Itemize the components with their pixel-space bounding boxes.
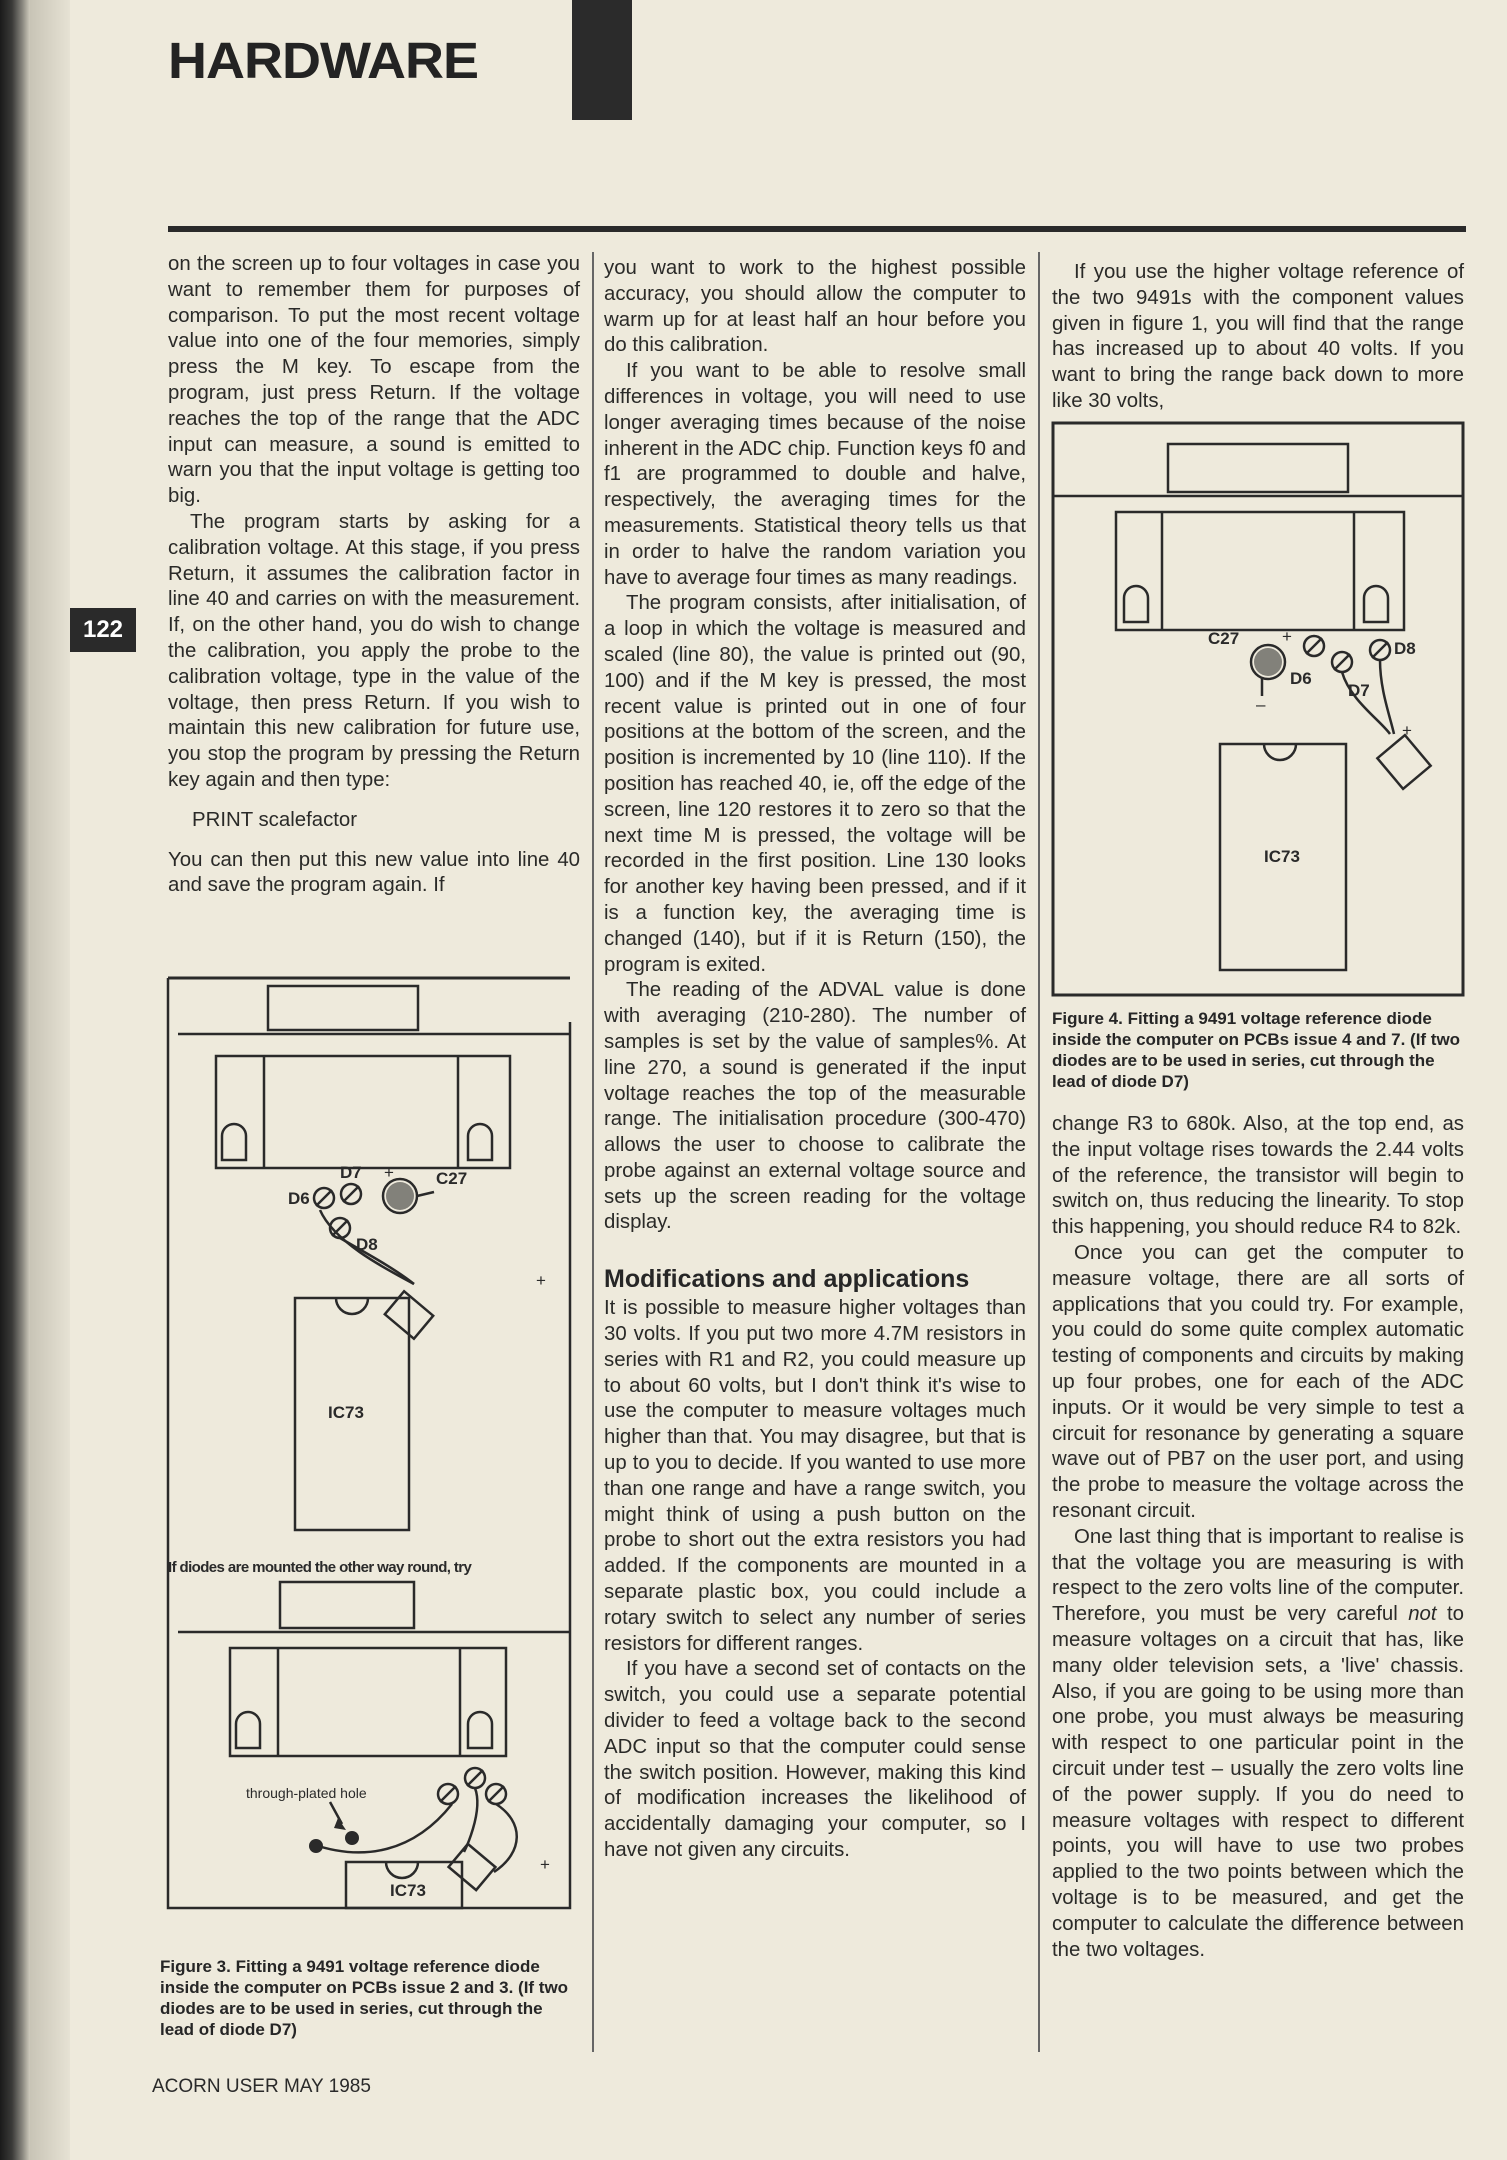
text-run: One last thing that is important to realise is that the voltage you are measuring is with respect to the zero volts line of the computer. Therefore, you must be very careful [1052, 1525, 1464, 1626]
text-run: to measure voltages on a circuit that has, like many older television sets, a 'live' chassis. Also, if you are going to be using more than one probe, you must always be measuring with respect to one particular point in the circuit under test – usually the zero volts line of the power supply. If you do need to measure voltages with respect to different points, you will have to use two probes applied to the two points between which the voltage is to be measured, and get the computer to calculate the difference between the two voltages. [1052, 1603, 1464, 1961]
label-d6: D6 [1290, 669, 1312, 688]
paragraph: You can then put this new value into line 40 and save the program again. If [168, 848, 580, 897]
paragraph: If you have a second set of contacts on the switch, you could use a separate potential divider to feed a voltage back to the second ADC input so that the computer could sense the switch position. However, making this kind of modification increases the likelihood of accidentally damaging your computer, so I have not given any circuits. [604, 1658, 1026, 1862]
label-plus: + [536, 1271, 546, 1290]
label-d8: D8 [1394, 639, 1416, 658]
paragraph: on the screen up to four voltages in case you want to remember them for purposes of comparison. To put the most recent voltage value into one of the four memories, simply press the M key. To escape from the program, just press Return. If the voltage reaches the top of the range that the ADC input can measure, a sound is emitted to warn you that the input voltage is getting too big. [168, 253, 580, 508]
paragraph: you want to work to the highest possible accuracy, you should allow the computer to warm up for at least half an hour before you do this calibration. [604, 257, 1026, 357]
label-minus: – [1256, 695, 1266, 714]
label-c27: C27 [436, 1169, 468, 1188]
page-number: 122 [70, 608, 136, 652]
book-spine-shadow [0, 0, 30, 2160]
label-d7: D7 [340, 1163, 362, 1182]
label-ic73: IC73 [1264, 847, 1300, 866]
paragraph: Once you can get the computer to measure voltage, there are all sorts of applications that you could try. For example, you could do some quite complex automatic testing of components and circuits by making up four probes, one for each of the ADC inputs. Or it would be very simple to test a circuit for resonance by generating a square wave out of PB7 on the user port, and using the probe to measure the voltage across the resonant circuit. [1052, 1241, 1464, 1522]
paragraph: The reading of the ADVAL value is done with averaging (210-280). The number of samples is set by the value of samples%. At line 270, a sound is generated if the input voltage reaches the top of the measurable range. The initialisation procedure (300-470) allows the user to choose to calibrate the probe against an external voltage source and sets up the screen reading for the voltage display. [604, 979, 1026, 1234]
label-c27: C27 [1208, 629, 1240, 648]
label-ic73: IC73 [390, 1881, 426, 1900]
label-plus: + [540, 1855, 550, 1874]
figure-3-diagram [164, 972, 574, 1912]
column-divider [592, 252, 594, 2052]
code-line: PRINT scalefactor [192, 808, 358, 831]
paragraph: It is possible to measure higher voltages than 30 volts. If you put two more 4.7M resistors in series with R1 and R2, you could measure up to about 60 volts, but I don't think it's wise to use the computer to measure voltages much higher than that. You may disagree, but that is up to you to decide. If you wanted to use more than one range and have a range switch, you might think of using a push button on the probe to short out the extra resistors you had added. If the components are mounted in a separate plastic box, you could include a rotary switch to select any number of series resistors for different ranges. [604, 1297, 1026, 1655]
paragraph: If you want to be able to resolve small differences in voltage, you will need to use longer averaging times because of the noise inherent in the ADC chip. Function keys f0 and f1 are programmed to double and halve, respectively, the averaging times for the measurements. Statistical theory tells us that in order to halve the random variation you have to average four times as many readings. [604, 360, 1026, 589]
label-ic73: IC73 [328, 1403, 364, 1422]
label-d7: D7 [1348, 681, 1370, 700]
paragraph: If you use the higher voltage reference of the two 9491s with the component values given in figure 1, you will find that the range has increased up to about 40 volts. If you want to bring the range back down to more like 30 volts, [1052, 261, 1464, 412]
socket-outline [216, 1056, 510, 1168]
paragraph: change R3 to 680k. Also, at the top end, as the input voltage rises towards the 2.44 volts of the reference, the transistor will begin to switch on, thus reducing the linearity. To stop this happening, you should reduce R4 to 82k. [1052, 1113, 1464, 1239]
paragraph: The program starts by asking for a calibration voltage. At this stage, if you press Return, it assumes the calibration factor in line 40 and carries on with the measurement. If, on the other hand, you do wish to change the calibration, you apply the probe to the calibration voltage, type in the value of the voltage, then press Return. If you wish to maintain this new calibration for future use, you stop the program by pressing the Return key again and then type: [168, 510, 580, 791]
figure-3 [164, 972, 574, 1912]
figure-4-caption: Figure 4. Fitting a 9491 voltage reference diode inside the computer on PCBs issue 4 and 7. (If two diodes are to be used in series, cut through the lead of diode D7) [1052, 1009, 1461, 1091]
paragraph: The program consists, after initialisation, of a loop in which the voltage is measured and scaled (line 80), the value is printed out (90, 100) and if the M key is pressed, the most recent value is printed out in one of four positions at the bottom of the screen, and the position is incremented by 10 (line 110). If the position has reached 40, ie, off the edge of the screen, line 120 restores it to zero so that the next time M is pressed, the voltage will be recorded in the first position. Line 130 looks for another key having been pressed, and if it is a function key, the averaging time is changed (140), but if it is Return (150), the program is exited. [604, 592, 1026, 976]
column-3-bottom [1052, 1112, 1464, 1963]
label-plus: + [1402, 721, 1412, 740]
column-divider [1038, 252, 1040, 2052]
subheading: Modifications and applications [604, 1265, 970, 1294]
column-3-top [1052, 260, 1464, 415]
label-d8: D8 [356, 1235, 378, 1254]
column-2 [604, 256, 1026, 1864]
label-through-plated-hole: through-plated hole [246, 1785, 367, 1801]
connector-outline [268, 986, 418, 1030]
footer: ACORN USER MAY 1985 [152, 2076, 371, 2097]
figure-4 [1050, 420, 1468, 1000]
label-d6: D6 [288, 1189, 310, 1208]
figure-3-alt-heading: If diodes are mounted the other way round, try [168, 1559, 472, 1576]
label-plus: + [384, 1163, 394, 1182]
figure-4-diagram [1050, 420, 1468, 1000]
section-title: HARDWARE [168, 32, 478, 90]
label-plus: + [1282, 627, 1292, 646]
figure-3-caption: Figure 3. Fitting a 9491 voltage reference diode inside the computer on PCBs issue 2 and 3. (If two diodes are to be used in series, cut through the lead of diode D7) [160, 1957, 569, 2039]
emphasis: not [1408, 1603, 1437, 1626]
column-1 [168, 252, 580, 899]
page-gutter [30, 0, 70, 2160]
header-rule [168, 226, 1466, 232]
paragraph [1052, 1525, 1464, 1964]
header-black-tab [572, 0, 632, 120]
